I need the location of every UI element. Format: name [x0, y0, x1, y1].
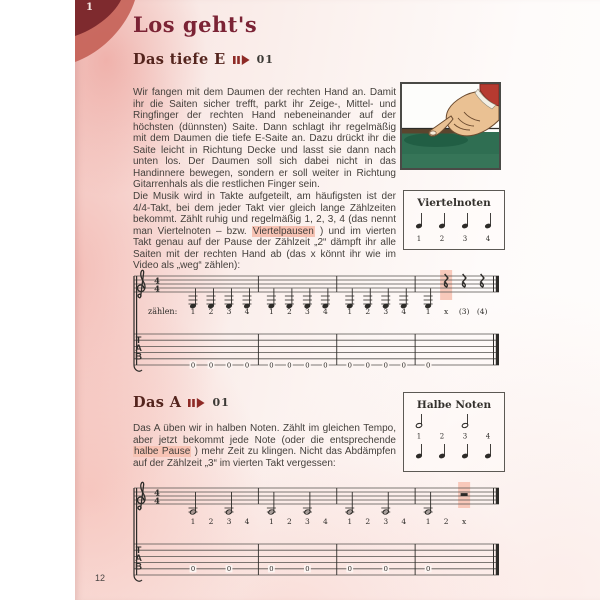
svg-text:0: 0 — [226, 361, 232, 370]
svg-text:2: 2 — [443, 517, 449, 526]
text-run: ) mehr Zeit zu klingen. Nicht das Abdämpfen auf der Zählzeit „3“ im vierten Takt vergessen: — [133, 446, 396, 469]
chapter-number: 1 — [86, 2, 93, 13]
paragraph-das-a — [133, 423, 396, 469]
svg-text:4: 4 — [322, 517, 328, 526]
svg-text:2: 2 — [439, 235, 445, 243]
play-icon — [233, 55, 250, 65]
infobox-title: Viertelnoten — [417, 197, 491, 209]
section-header-tiefe-e — [133, 51, 274, 68]
svg-text:1: 1 — [425, 517, 431, 526]
play-icon — [188, 398, 205, 408]
svg-text:0: 0 — [190, 565, 196, 574]
svg-text:0: 0 — [383, 565, 388, 574]
svg-text:1: 1 — [425, 307, 431, 316]
track-number: 01 — [256, 53, 274, 66]
svg-text:0: 0 — [269, 565, 274, 574]
svg-text:B: B — [135, 351, 142, 363]
svg-text:3: 3 — [304, 517, 310, 526]
paragraph-takte — [133, 191, 396, 272]
svg-text:zählen:: zählen: — [148, 307, 178, 316]
svg-text:4: 4 — [154, 495, 160, 506]
svg-text:B: B — [135, 561, 142, 573]
track-number: 01 — [212, 396, 230, 409]
svg-text:0: 0 — [226, 565, 232, 574]
section-heading: Das tiefe E — [133, 51, 226, 68]
svg-text:(3): (3) — [458, 307, 470, 316]
section-heading: Das A — [133, 394, 182, 411]
svg-text:1: 1 — [416, 432, 422, 441]
page-number: 12 — [95, 573, 106, 583]
svg-text:x: x — [462, 517, 467, 526]
page — [75, 0, 600, 600]
svg-text:0: 0 — [305, 565, 310, 574]
svg-text:0: 0 — [425, 361, 431, 370]
svg-text:3: 3 — [226, 517, 232, 526]
svg-text:1: 1 — [190, 307, 196, 316]
svg-text:x: x — [444, 307, 449, 316]
infobox-halbe-noten — [403, 392, 505, 472]
svg-text:4: 4 — [401, 517, 407, 526]
highlight-halbe-pause: halbe Pause — [134, 446, 191, 458]
svg-text:A: A — [135, 343, 142, 355]
svg-text:2: 2 — [208, 517, 214, 526]
svg-text:1: 1 — [190, 517, 196, 526]
svg-text:(4): (4) — [476, 307, 488, 316]
svg-text:0: 0 — [365, 361, 370, 370]
highlight-viertelpausen: Viertelpausen — [252, 225, 314, 237]
svg-text:3: 3 — [462, 235, 468, 243]
svg-text:3: 3 — [383, 307, 389, 316]
svg-text:3: 3 — [226, 307, 232, 316]
svg-text:T: T — [135, 545, 142, 556]
svg-text:0: 0 — [347, 361, 352, 370]
svg-text:4: 4 — [322, 307, 328, 316]
svg-text:0: 0 — [383, 361, 388, 370]
svg-text:4: 4 — [244, 517, 250, 526]
svg-text:4: 4 — [154, 283, 160, 294]
page-title: Los geht's — [133, 12, 258, 37]
svg-text:0: 0 — [401, 361, 406, 370]
svg-text:0: 0 — [347, 565, 352, 574]
svg-text:4: 4 — [154, 487, 160, 498]
svg-text:0: 0 — [269, 361, 274, 370]
text-run: Das A üben wir in halben Noten. Zählt im gleichen Tempo, aber jetzt bekommt jede Note (oder die entsprechende — [133, 423, 396, 446]
svg-text:2: 2 — [439, 432, 445, 441]
svg-text:2: 2 — [365, 307, 371, 316]
svg-text:0: 0 — [190, 361, 196, 370]
text-run: ) und im vierten Takt genau auf der Pause der Zählzeit „2“ dämpft ihr alle Saiten mit der rechten Hand ab (das x könnt ihr wie im Video als „weg“ zählen): — [133, 225, 396, 272]
hand-illustration — [400, 82, 501, 170]
svg-text:4: 4 — [485, 235, 491, 243]
section-header-das-a — [133, 394, 230, 411]
notation-system-1 — [130, 268, 562, 380]
infobox-viertelnoten — [403, 190, 505, 250]
svg-text:0: 0 — [425, 565, 431, 574]
svg-text:1: 1 — [347, 307, 353, 316]
svg-text:4: 4 — [154, 275, 160, 286]
svg-text:2: 2 — [365, 517, 371, 526]
svg-text:T: T — [135, 335, 142, 346]
svg-text:0: 0 — [208, 361, 214, 370]
infobox-title: Halbe Noten — [416, 399, 492, 411]
svg-text:0: 0 — [287, 361, 292, 370]
svg-text:1: 1 — [416, 235, 422, 243]
svg-text:0: 0 — [305, 361, 310, 370]
svg-text:3: 3 — [383, 517, 389, 526]
svg-text:2: 2 — [286, 307, 292, 316]
svg-text:4: 4 — [485, 432, 491, 441]
svg-text:0: 0 — [323, 361, 328, 370]
svg-text:2: 2 — [286, 517, 292, 526]
svg-text:1: 1 — [268, 307, 274, 316]
svg-text:3: 3 — [304, 307, 310, 316]
svg-text:4: 4 — [244, 307, 250, 316]
notation-system-2 — [130, 480, 562, 592]
svg-text:2: 2 — [208, 307, 214, 316]
half-notes-diagram — [405, 412, 503, 464]
svg-text:1: 1 — [347, 517, 353, 526]
svg-text:0: 0 — [244, 361, 250, 370]
svg-text:1: 1 — [268, 517, 274, 526]
svg-text:3: 3 — [462, 432, 468, 441]
quarter-notes-diagram — [405, 210, 503, 246]
paragraph-intro: Wir fangen mit dem Daumen der rechten Hand an. Damit ihr die Saiten sicher trefft, parkt ihr Zeige-, Mittel- und Ringfinger der rechten Hand nebeneinander auf der höchsten (dünnsten) Saite. Dann schlagt ihr regelmäßig mit dem Daumen die tiefe E-Saite an. Dazu drückt ihr die Saite leicht in Richtung Decke und lasst sie dann nach unten los. Der Daumen soll sich dabei nicht in das Handinnere bewegen, sondern er soll weiter in Richtung Gitarrenhals als die restlichen Finger sein. — [133, 87, 396, 191]
svg-text:A: A — [135, 553, 142, 565]
svg-text:4: 4 — [401, 307, 407, 316]
text-run: Die Musik wird in Takte aufgeteilt, am häufigsten ist der 4/4-Takt, bei dem jeder Takt vier gleich lange Zählzeiten bekommt. Zählt ruhig und regelmäßig 1, 2, 3, 4 (das nennt man Viertelnoten – bzw. — [133, 191, 396, 237]
